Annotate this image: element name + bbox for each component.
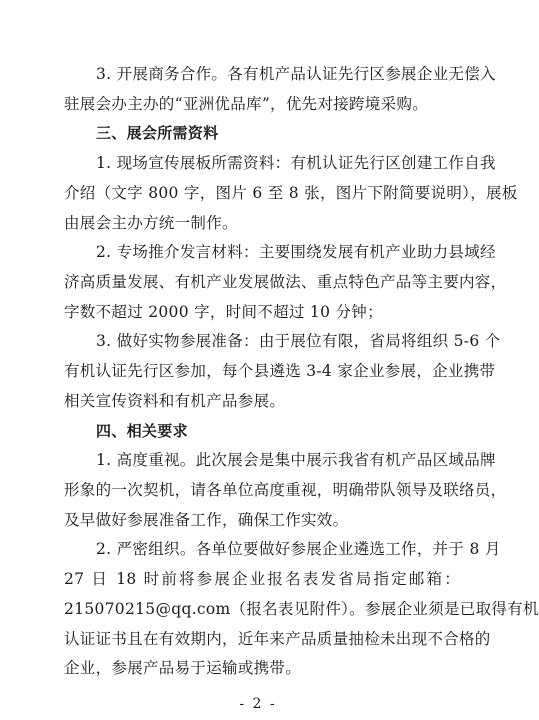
paragraph-line: 字数不超过 2000 字，时间不超过 10 分钟； — [64, 303, 383, 321]
paragraph-line: 2. 专场推介发言材料：主要围绕发展有机产业助力县域经 — [96, 243, 496, 261]
paragraph-line: 27 日 18 时前将参展企业报名表发省局指定邮箱： — [64, 570, 460, 588]
section-heading: 四、相关要求 — [96, 422, 188, 440]
page-number: - 2 - — [239, 696, 277, 712]
paragraph-line: 介绍（文字 800 字，图片 6 至 8 张，图片下附简要说明），展板 — [64, 184, 518, 202]
paragraph-line: 1. 高度重视。此次展会是集中展示我省有机产品区域品牌 — [96, 451, 496, 469]
paragraph-line: 相关宣传资料和有机产品参展。 — [64, 392, 286, 410]
paragraph-line: 济高质量发展、有机产业发展做法、重点特色产品等主要内容， — [64, 273, 507, 291]
paragraph-line: 及早做好参展准备工作，确保工作实效。 — [64, 511, 349, 529]
paragraph-line: 1. 现场宣传展板所需资料：有机认证先行区创建工作自我 — [96, 154, 496, 172]
paragraph-line: 2. 严密组织。各单位要做好参展企业遴选工作，并于 8 月 — [96, 540, 501, 558]
paragraph-line: 3. 做好实物参展准备：由于展位有限，省局将组织 5-6 个 — [96, 332, 501, 350]
paragraph-line: 驻展会办主办的“亚洲优品库”，优先对接跨境采购。 — [64, 95, 429, 113]
paragraph-line: 有机认证先行区参加，每个县遴选 3-4 家企业参展，企业携带 — [64, 362, 496, 380]
paragraph-line: 形象的一次契机，请各单位高度重视，明确带队领导及联络员， — [64, 481, 507, 499]
section-heading: 三、展会所需资料 — [96, 124, 219, 142]
paragraph-line: 认证证书且在有效期内，近年来产品质量抽检未出现不合格的 — [64, 630, 491, 648]
paragraph-line: 企业，参展产品易于运输或携带。 — [64, 659, 302, 677]
paragraph-line: 3. 开展商务合作。各有机产品认证先行区参展企业无偿入 — [96, 65, 496, 83]
paragraph-line: 由展会主办方统一制作。 — [64, 214, 238, 232]
paragraph-line: 215070215@qq.com（报名表见附件）。参展企业须是已取得有机 — [64, 600, 539, 618]
